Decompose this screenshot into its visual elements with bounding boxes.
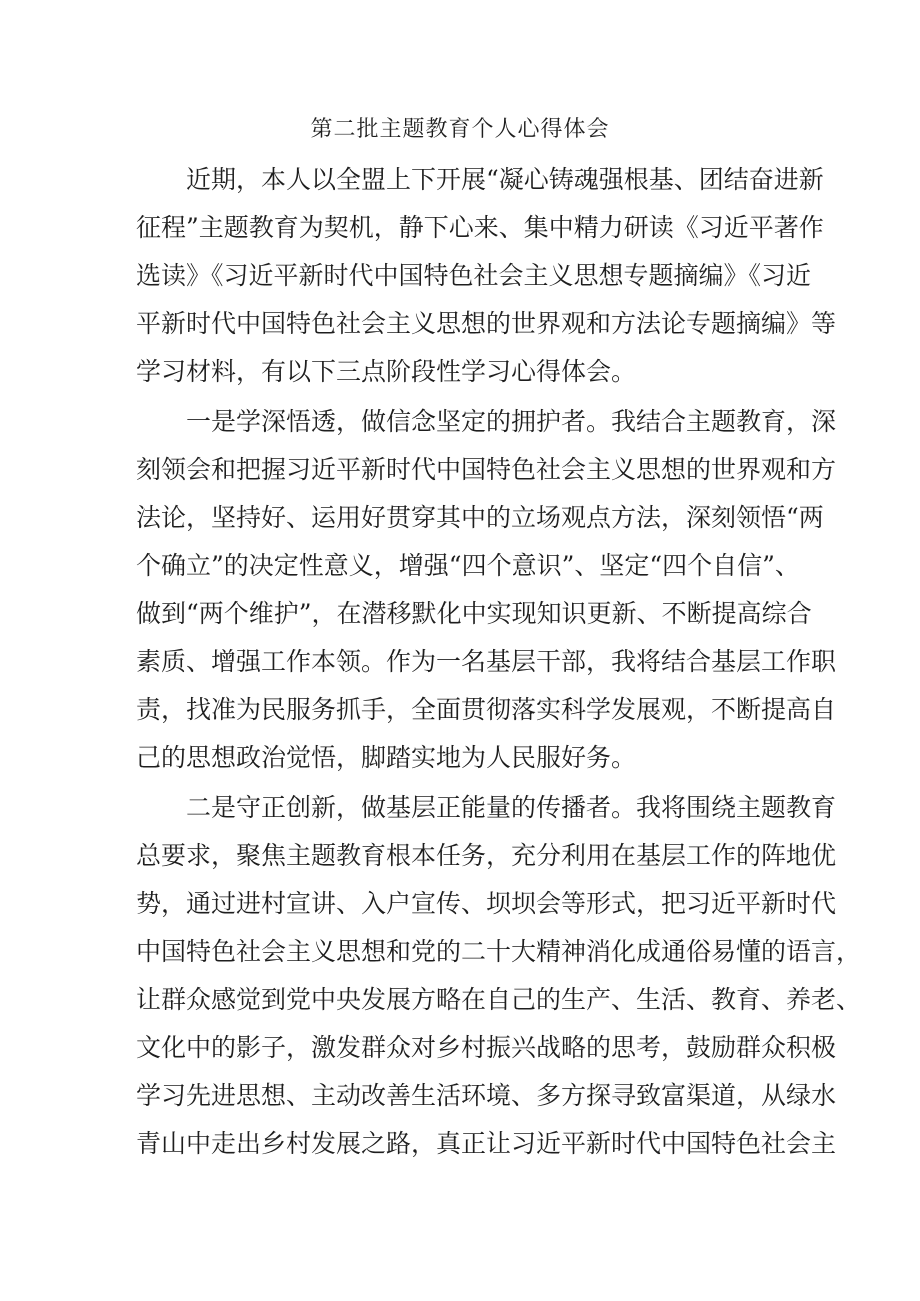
paragraph-3-line-2: 总要求，聚焦主题教育根本任务，充分利用在基层工作的阵地优 <box>136 841 837 870</box>
paragraph-1-line-2: 征程”主题教育为契机，静下心来、集中精力研读《习近平著作 <box>136 213 824 242</box>
paragraph-1-line-3: 选读》《习近平新时代中国特色社会主义思想专题摘编》《习近 <box>136 261 812 290</box>
paragraph-3-line-6: 文化中的影子，激发群众对乡村振兴战略的思考，鼓励群众积极 <box>136 1033 837 1062</box>
paragraph-1-line-4: 平新时代中国特色社会主义思想的世界观和方法论专题摘编》等 <box>136 309 837 338</box>
paragraph-2-line-6: 素质、增强工作本领。作为一名基层干部，我将结合基层工作职 <box>136 647 837 676</box>
paragraph-3-line-8: 青山中走出乡村发展之路，真正让习近平新时代中国特色社会主 <box>136 1129 837 1158</box>
paragraph-2-line-2: 刻领会和把握习近平新时代中国特色社会主义思想的世界观和方 <box>136 455 837 484</box>
paragraph-2-line-1: 一是学深悟透，做信念坚定的拥护者。我结合主题教育，深 <box>186 407 837 436</box>
paragraph-1-line-1: 近期，本人以全盟上下开展“凝心铸魂强根基、团结奋进新 <box>186 165 824 194</box>
paragraph-2-line-5: 做到“两个维护”，在潜移默化中实现知识更新、不断提高综合 <box>136 599 812 628</box>
paragraph-1-line-5: 学习材料，有以下三点阶段性学习心得体会。 <box>136 357 637 386</box>
paragraph-3-line-4: 中国特色社会主义思想和党的二十大精神消化成通俗易懂的语言， <box>136 937 862 966</box>
paragraph-3-line-1: 二是守正创新，做基层正能量的传播者。我将围绕主题教育 <box>186 793 837 822</box>
paragraph-3-line-7: 学习先进思想、主动改善生活环境、多方探寻致富渠道，从绿水 <box>136 1081 837 1110</box>
paragraph-2-line-3: 法论，坚持好、运用好贯穿其中的立场观点方法，深刻领悟“两 <box>136 503 824 532</box>
paragraph-2-line-7: 责，找准为民服务抓手，全面贯彻落实科学发展观，不断提高自 <box>136 695 837 724</box>
paragraph-3-line-5: 让群众感觉到党中央发展方略在自己的生产、生活、教育、养老、 <box>136 985 862 1014</box>
paragraph-2-line-8: 己的思想政治觉悟，脚踏实地为人民服好务。 <box>136 743 637 772</box>
paragraph-3-line-3: 势，通过进村宣讲、入户宣传、坝坝会等形式，把习近平新时代 <box>136 889 837 918</box>
document-title: 第二批主题教育个人心得体会 <box>310 117 610 142</box>
paragraph-2-line-4: 个确立”的决定性意义，增强“四个意识”、坚定“四个自信”、 <box>136 551 800 580</box>
